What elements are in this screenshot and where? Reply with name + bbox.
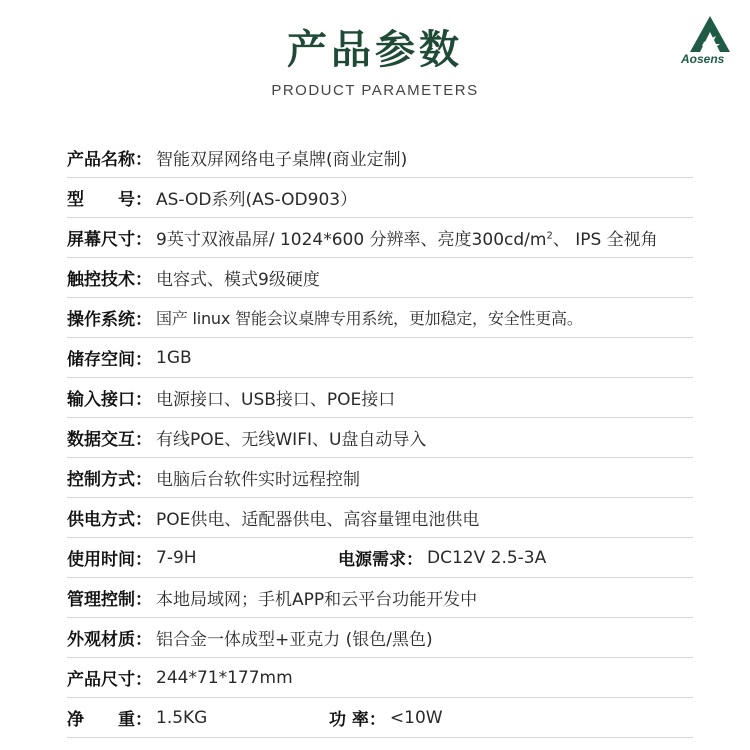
param-value: AS-OD系列(AS-OD903） bbox=[156, 190, 358, 210]
param-value-after: 、 IPS 全视角 bbox=[552, 230, 658, 250]
param-value: 1.5KG bbox=[156, 707, 208, 728]
param-label: 输入接口： bbox=[67, 390, 152, 410]
row-touch bbox=[67, 258, 693, 298]
row-material bbox=[67, 618, 693, 658]
param-value-sup: 2 bbox=[546, 230, 553, 242]
param-value: 244*71*177mm bbox=[156, 667, 293, 688]
param-label: 产品尺寸： bbox=[67, 670, 152, 690]
param-value-main: 9英寸双液晶屏/ 1024*600 分辨率、亮度300cd/m bbox=[156, 230, 547, 250]
param-value: POE供电、适配器供电、高容量锂电池供电 bbox=[156, 510, 480, 530]
param-value-2: DC12V 2.5-3A bbox=[427, 547, 547, 568]
param-label: 储存空间： bbox=[67, 350, 152, 370]
param-value: 有线POE、无线WIFI、U盘自动导入 bbox=[156, 430, 427, 450]
row-weight bbox=[67, 698, 693, 738]
row-dimensions bbox=[67, 658, 693, 698]
row-os bbox=[67, 298, 693, 338]
param-label: 外观材质： bbox=[67, 630, 152, 650]
page-title: 产品参数 bbox=[287, 27, 463, 73]
param-label-2: 功 率： bbox=[329, 710, 386, 730]
param-label: 管理控制： bbox=[67, 590, 152, 610]
row-product-name bbox=[67, 138, 693, 178]
row-usage-time bbox=[67, 538, 693, 578]
param-value: 智能双屏网络电子桌牌(商业定制) bbox=[156, 150, 408, 170]
parameter-table bbox=[67, 138, 693, 738]
param-value: 国产 linux 智能会议桌牌专用系统，更加稳定，安全性更高。 bbox=[156, 309, 583, 328]
row-screen-size bbox=[67, 218, 693, 258]
page-subtitle: PRODUCT PARAMETERS bbox=[271, 82, 479, 99]
param-value: 7-9H bbox=[156, 547, 197, 568]
param-value: 本地局域网；手机APP和云平台功能开发中 bbox=[156, 590, 478, 610]
param-value: 1GB bbox=[156, 347, 192, 368]
row-control-method bbox=[67, 458, 693, 498]
row-power-supply bbox=[67, 498, 693, 538]
param-value bbox=[156, 225, 658, 250]
param-value: 铝合金一体成型+亚克力 (银色/黑色) bbox=[156, 630, 433, 650]
power-requirement bbox=[338, 545, 546, 570]
param-label: 产品名称： bbox=[67, 150, 152, 170]
param-label: 控制方式： bbox=[67, 470, 152, 490]
row-management bbox=[67, 578, 693, 618]
row-model bbox=[67, 178, 693, 218]
param-label: 操作系统： bbox=[67, 310, 152, 330]
param-value: 电源接口、USB接口、POE接口 bbox=[156, 390, 396, 410]
row-input-ports bbox=[67, 378, 693, 418]
param-label: 屏幕尺寸： bbox=[67, 230, 152, 250]
param-label: 供电方式： bbox=[67, 510, 152, 530]
param-label: 数据交互： bbox=[67, 430, 152, 450]
param-label: 使用时间： bbox=[67, 550, 152, 570]
param-value: 电容式、模式9级硬度 bbox=[156, 270, 320, 290]
row-storage bbox=[67, 338, 693, 378]
param-label: 触控技术： bbox=[67, 270, 152, 290]
param-label: 型 号： bbox=[67, 190, 152, 210]
param-value-2: <10W bbox=[389, 707, 443, 728]
power-rating bbox=[329, 705, 443, 730]
logo-text: Aosens bbox=[681, 52, 725, 66]
param-label-2: 电源需求： bbox=[338, 550, 423, 570]
row-data-exchange bbox=[67, 418, 693, 458]
param-label: 净 重： bbox=[67, 710, 152, 730]
param-value: 电脑后台软件实时远程控制 bbox=[156, 470, 360, 490]
